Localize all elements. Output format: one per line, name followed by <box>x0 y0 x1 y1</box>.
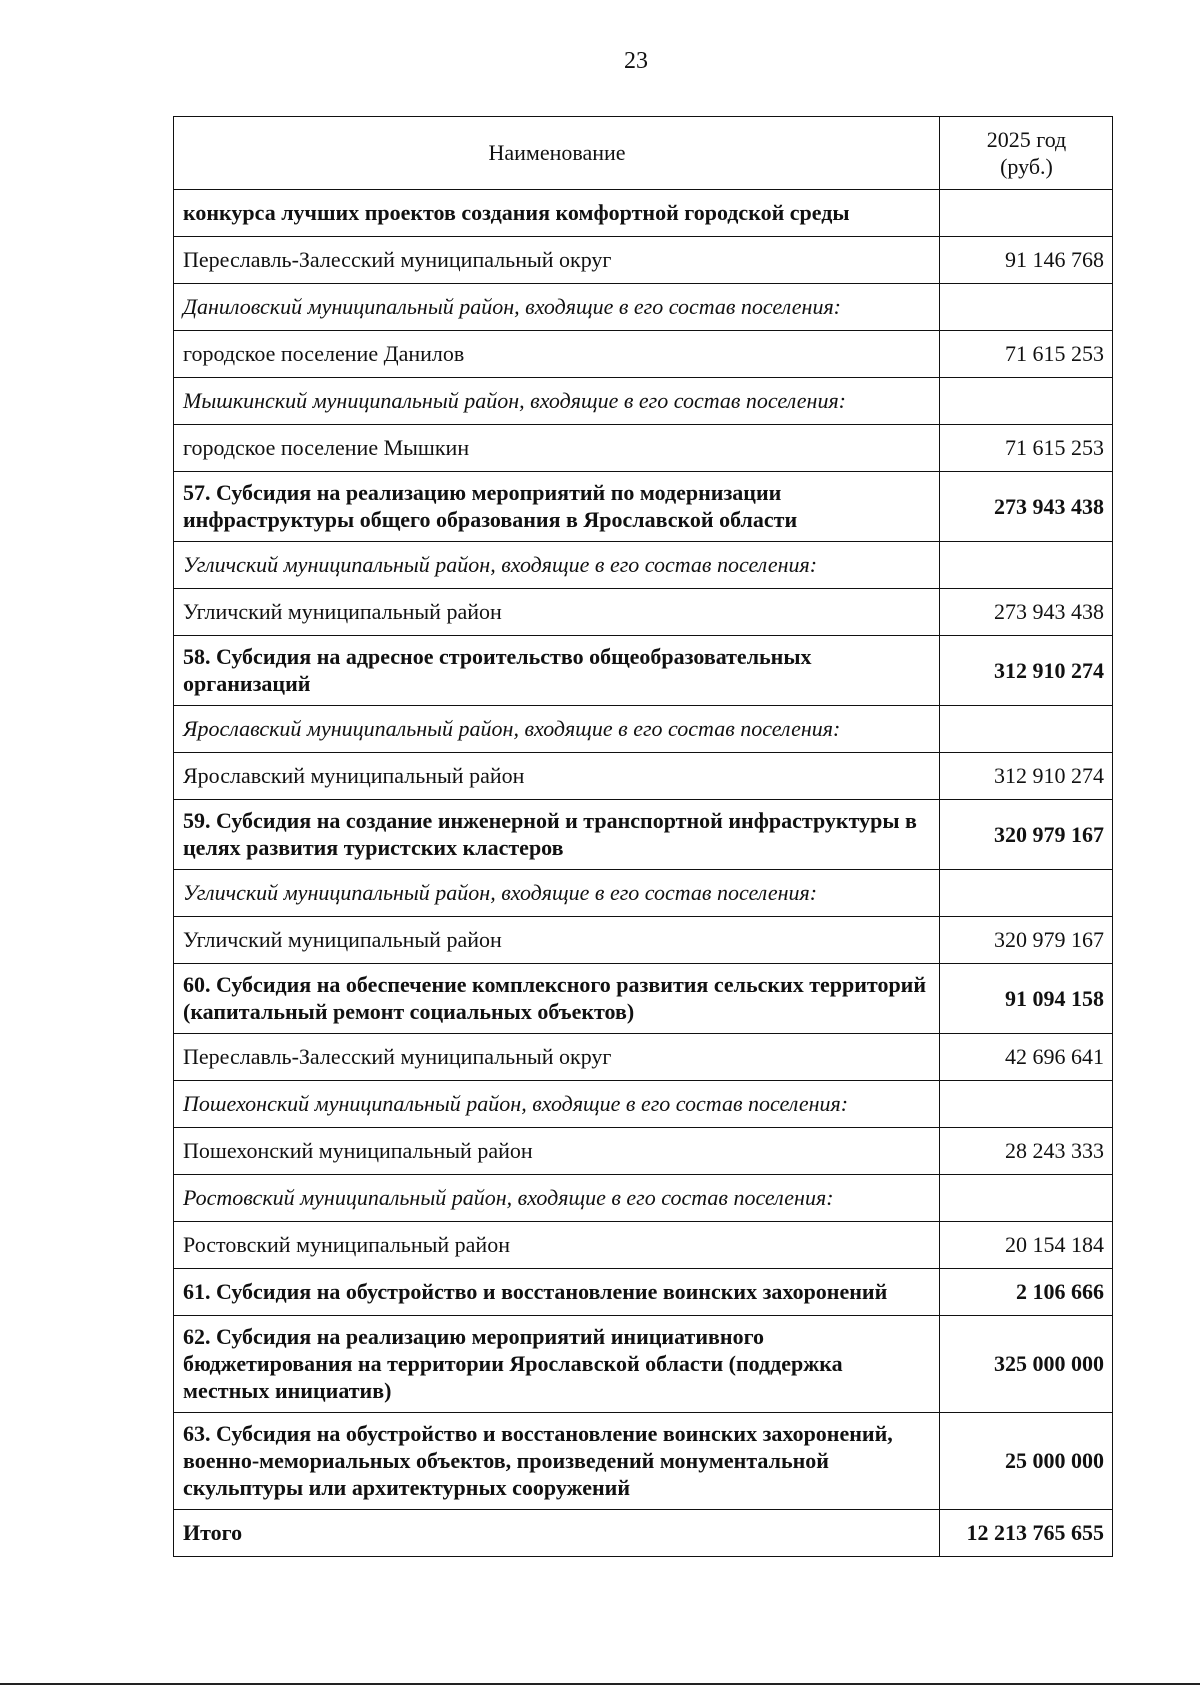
row-amount: 312 910 274 <box>940 753 1113 800</box>
row-name: Переславль-Залесский муниципальный округ <box>174 1034 940 1081</box>
recipient-row <box>174 1222 1113 1269</box>
total-row <box>174 1510 1113 1557</box>
row-name: 63. Субсидия на обустройство и восстановление воинских захоронений, военно-мемориальных объектов, произведений монументальной скульптуры или архитектурных сооружений <box>174 1413 940 1510</box>
recipient-row <box>174 425 1113 472</box>
subsidy-row <box>174 1269 1113 1316</box>
table-header <box>174 117 1113 190</box>
row-amount: 28 243 333 <box>940 1128 1113 1175</box>
row-amount: 325 000 000 <box>940 1316 1113 1413</box>
row-amount: 71 615 253 <box>940 425 1113 472</box>
row-amount: 71 615 253 <box>940 331 1113 378</box>
district-group-row <box>174 378 1113 425</box>
row-name: Угличский муниципальный район, входящие в его состав поселения: <box>174 870 940 917</box>
row-name: Угличский муниципальный район, входящие в его состав поселения: <box>174 542 940 589</box>
row-name: 58. Субсидия на адресное строительство общеобразовательных организаций <box>174 636 940 706</box>
header-amount-unit: (руб.) <box>1000 153 1053 179</box>
row-name: 57. Субсидия на реализацию мероприятий по модернизации инфраструктуры общего образования в Ярославской области <box>174 472 940 542</box>
row-amount: 273 943 438 <box>940 472 1113 542</box>
subsidy-row <box>174 800 1113 870</box>
row-name: городское поселение Данилов <box>174 331 940 378</box>
header-amount-year: 2025 год <box>986 126 1067 152</box>
row-amount: 320 979 167 <box>940 800 1113 870</box>
row-amount: 42 696 641 <box>940 1034 1113 1081</box>
header-name: Наименование <box>174 117 940 190</box>
row-name: конкурса лучших проектов создания комфортной городской среды <box>174 190 940 237</box>
row-amount: 20 154 184 <box>940 1222 1113 1269</box>
row-name: Ярославский муниципальный район <box>174 753 940 800</box>
recipient-row <box>174 917 1113 964</box>
row-name: Ярославский муниципальный район, входящие в его состав поселения: <box>174 706 940 753</box>
subsidy-row <box>174 190 1113 237</box>
recipient-row <box>174 1128 1113 1175</box>
row-amount <box>940 1175 1113 1222</box>
subsidy-table <box>173 116 1113 1557</box>
row-amount: 91 146 768 <box>940 237 1113 284</box>
row-amount: 25 000 000 <box>940 1413 1113 1510</box>
recipient-row <box>174 1034 1113 1081</box>
row-amount <box>940 1081 1113 1128</box>
recipient-row <box>174 331 1113 378</box>
subsidy-row <box>174 636 1113 706</box>
row-name: 60. Субсидия на обеспечение комплексного развития сельских территорий (капитальный ремонт социальных объектов) <box>174 964 940 1034</box>
table-footer <box>174 1510 1113 1557</box>
row-name: 61. Субсидия на обустройство и восстановление воинских захоронений <box>174 1269 940 1316</box>
total-label: Итого <box>174 1510 940 1557</box>
row-amount <box>940 190 1113 237</box>
row-amount <box>940 870 1113 917</box>
row-name: Угличский муниципальный район <box>174 917 940 964</box>
district-group-row <box>174 706 1113 753</box>
row-amount: 2 106 666 <box>940 1269 1113 1316</box>
row-name: Даниловский муниципальный район, входящие в его состав поселения: <box>174 284 940 331</box>
row-amount: 312 910 274 <box>940 636 1113 706</box>
district-group-row <box>174 1081 1113 1128</box>
row-name: Угличский муниципальный район <box>174 589 940 636</box>
district-group-row <box>174 1175 1113 1222</box>
subsidy-row <box>174 472 1113 542</box>
row-amount: 320 979 167 <box>940 917 1113 964</box>
recipient-row <box>174 753 1113 800</box>
page-bottom-rule <box>0 1683 1200 1685</box>
subsidy-row <box>174 1413 1113 1510</box>
row-amount: 91 094 158 <box>940 964 1113 1034</box>
header-amount <box>940 117 1113 190</box>
row-name: 62. Субсидия на реализацию мероприятий инициативного бюджетирования на территории Ярославской области (поддержка местных инициатив) <box>174 1316 940 1413</box>
page-number: 23 <box>624 48 648 74</box>
row-name: Пошехонский муниципальный район, входящие в его состав поселения: <box>174 1081 940 1128</box>
row-name: Мышкинский муниципальный район, входящие в его состав поселения: <box>174 378 940 425</box>
total-amount: 12 213 765 655 <box>940 1510 1113 1557</box>
subsidy-row <box>174 964 1113 1034</box>
district-group-row <box>174 284 1113 331</box>
row-name: Пошехонский муниципальный район <box>174 1128 940 1175</box>
table-body <box>174 190 1113 1510</box>
recipient-row <box>174 589 1113 636</box>
row-name: Переславль-Залесский муниципальный округ <box>174 237 940 284</box>
row-amount <box>940 542 1113 589</box>
district-group-row <box>174 870 1113 917</box>
row-name: 59. Субсидия на создание инженерной и транспортной инфраструктуры в целях развития туристских кластеров <box>174 800 940 870</box>
row-amount <box>940 378 1113 425</box>
recipient-row <box>174 237 1113 284</box>
row-amount: 273 943 438 <box>940 589 1113 636</box>
row-amount <box>940 706 1113 753</box>
row-name: городское поселение Мышкин <box>174 425 940 472</box>
subsidy-row <box>174 1316 1113 1413</box>
row-amount <box>940 284 1113 331</box>
row-name: Ростовский муниципальный район <box>174 1222 940 1269</box>
row-name: Ростовский муниципальный район, входящие в его состав поселения: <box>174 1175 940 1222</box>
district-group-row <box>174 542 1113 589</box>
